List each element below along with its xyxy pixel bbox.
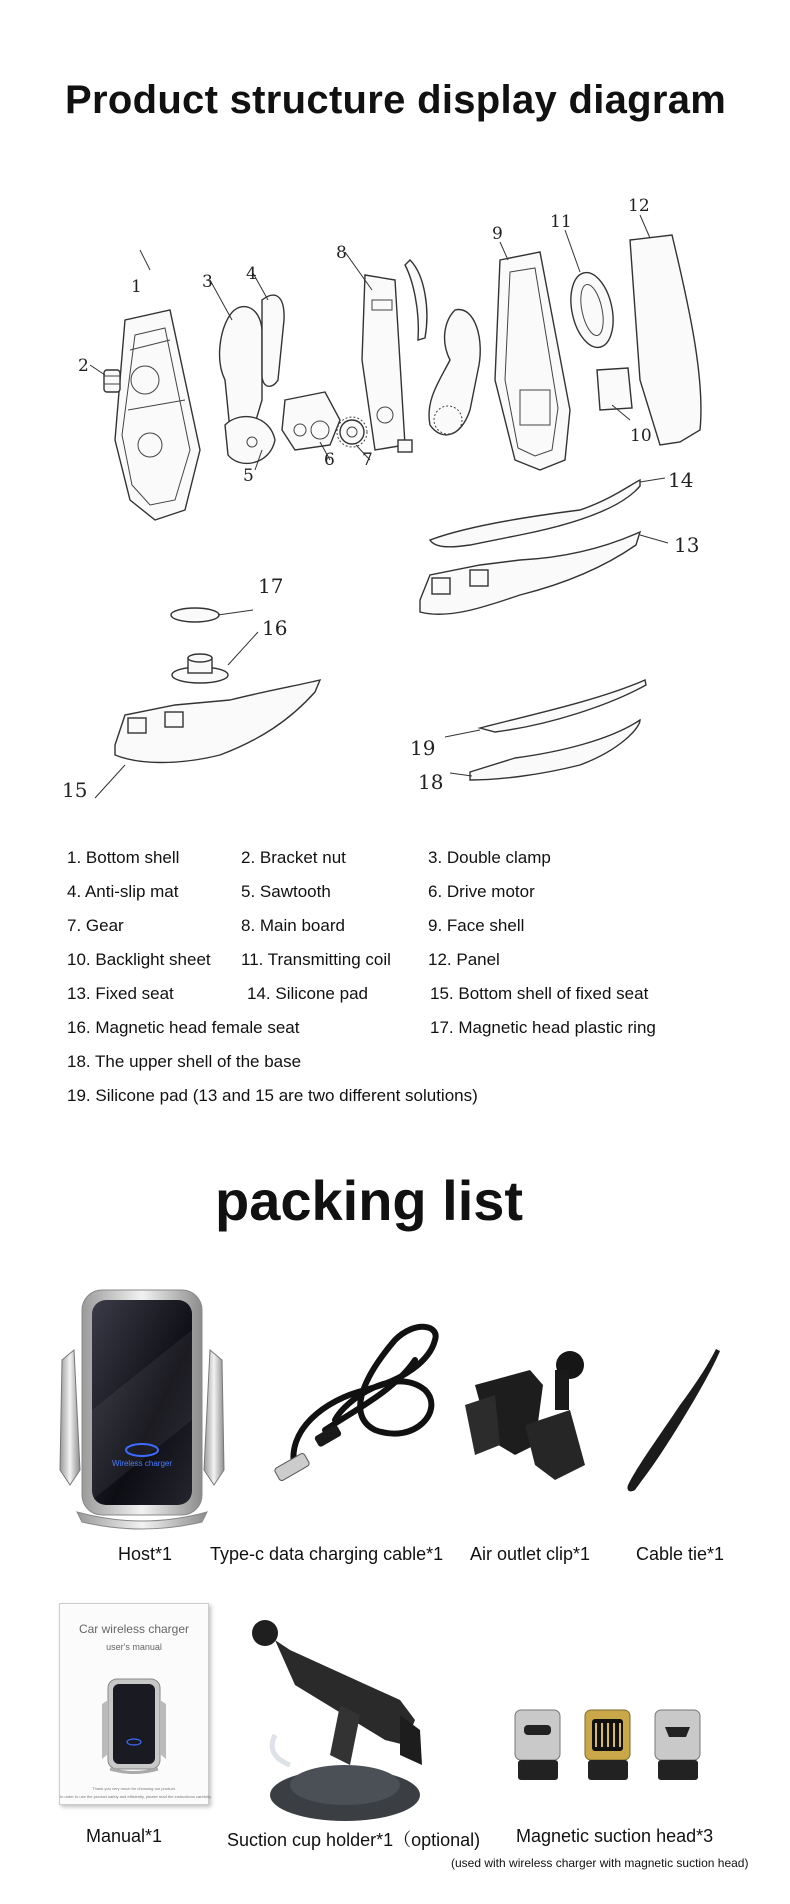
legend-item: 9. Face shell: [428, 916, 525, 935]
type-c-cable-image: [255, 1320, 455, 1490]
part-silicone-pad-top: [430, 480, 640, 547]
legend-item: 19. Silicone pad (13 and 15 are two different solutions): [67, 1086, 478, 1105]
legend-item: 4. Anti-slip mat: [67, 882, 179, 901]
legend-item: 5. Sawtooth: [241, 882, 331, 901]
part-main-board: [362, 275, 412, 452]
legend-item: 12. Panel: [428, 950, 500, 969]
structure-title: Product structure display diagram: [65, 78, 727, 122]
magnetic-head-lightning: [585, 1710, 630, 1780]
part-gear: [337, 417, 367, 447]
packing-item-label: Cable tie*1: [636, 1544, 725, 1564]
air-outlet-clip-image: [455, 1345, 595, 1495]
manual-footer-line2: In order to use the product safely and efficiently, please read the instructions carefully.: [60, 1794, 212, 1799]
exploded-diagram: [0, 180, 790, 1000]
callout-16: 16: [262, 616, 288, 640]
legend-item: 17. Magnetic head plastic ring: [430, 1018, 656, 1037]
legend-item: 18. The upper shell of the base: [67, 1052, 302, 1071]
legend-item: 6. Drive motor: [428, 882, 535, 901]
part-panel: [630, 235, 701, 445]
callout-18: 18: [418, 770, 444, 794]
callout-5: 5: [243, 466, 254, 486]
packing-item-label: Type-c data charging cable*1: [210, 1544, 444, 1564]
magnetic-head-type-c: [515, 1710, 560, 1780]
part-anti-slip-mat: [262, 295, 284, 386]
host-screen-text: Wireless charger: [111, 1459, 173, 1468]
callout-11: 11: [550, 212, 572, 232]
packing-list-title: packing list: [215, 1169, 524, 1232]
magnetic-head-micro-usb: [655, 1710, 700, 1780]
packing-item-label: Host*1: [118, 1544, 173, 1564]
part-silicone-pad-lower: [480, 680, 646, 732]
callout-13: 13: [674, 533, 700, 557]
cable-tie-image: [620, 1345, 730, 1495]
callout-8: 8: [336, 243, 347, 263]
callout-14: 14: [668, 468, 694, 492]
magnetic-head-note: (used with wireless charger with magnetic suction head): [451, 1856, 749, 1870]
part-plastic-ring: [171, 608, 219, 622]
part-sawtooth: [429, 310, 480, 435]
part-bottom-shell: [115, 310, 200, 520]
callout-19: 19: [410, 736, 436, 760]
packing-item-label: Magnetic suction head*3: [516, 1826, 714, 1846]
callout-15: 15: [62, 778, 88, 802]
part-female-seat: [172, 654, 228, 683]
suction-cup-holder-image: [250, 1615, 450, 1835]
packing-item-label: Air outlet clip*1: [470, 1544, 591, 1564]
callout-7: 7: [362, 450, 373, 470]
packing-item-label: Suction cup holder*1（optional): [227, 1830, 481, 1850]
part-fixed-seat-bottom-shell: [115, 680, 320, 763]
callout-17: 17: [258, 574, 284, 598]
part-spacer: [405, 260, 427, 340]
callout-2: 2: [78, 356, 89, 376]
legend-item: 10. Backlight sheet: [67, 950, 211, 969]
callout-9: 9: [492, 224, 503, 244]
callout-4: 4: [246, 264, 257, 284]
manual-title: Car wireless charger: [78, 1622, 190, 1636]
packing-item-label: Manual*1: [86, 1826, 163, 1846]
legend-item: 7. Gear: [67, 916, 124, 935]
callout-3: 3: [202, 272, 213, 292]
callout-12: 12: [628, 196, 650, 216]
part-backlight-sheet: [597, 368, 632, 410]
part-drive-motor: [282, 392, 340, 450]
part-face-shell: [495, 252, 570, 470]
legend-item: 16. Magnetic head female seat: [67, 1018, 300, 1037]
legend-item: 3. Double clamp: [428, 848, 551, 867]
callout-1: 1: [131, 277, 142, 297]
callout-6: 6: [324, 450, 335, 470]
legend-item: 11. Transmitting coil: [241, 950, 391, 969]
manual-footer-line1: Thank you very much for choosing our product.: [92, 1786, 176, 1791]
manual-image: [59, 1603, 212, 1805]
part-transmitting-coil: [565, 269, 620, 352]
legend-item: 15. Bottom shell of fixed seat: [430, 984, 649, 1003]
host-image: [52, 1290, 232, 1530]
legend-item: 2. Bracket nut: [241, 848, 346, 867]
legend-item: 14. Silicone pad: [247, 984, 368, 1003]
callout-10: 10: [630, 426, 652, 446]
part-bracket-nut: [104, 370, 120, 392]
legend-item: 13. Fixed seat: [67, 984, 174, 1003]
legend-item: 8. Main board: [241, 916, 345, 935]
manual-subtitle: user's manual: [106, 1642, 162, 1652]
magnetic-heads-image: [510, 1705, 710, 1795]
legend-item: 1. Bottom shell: [67, 848, 180, 867]
